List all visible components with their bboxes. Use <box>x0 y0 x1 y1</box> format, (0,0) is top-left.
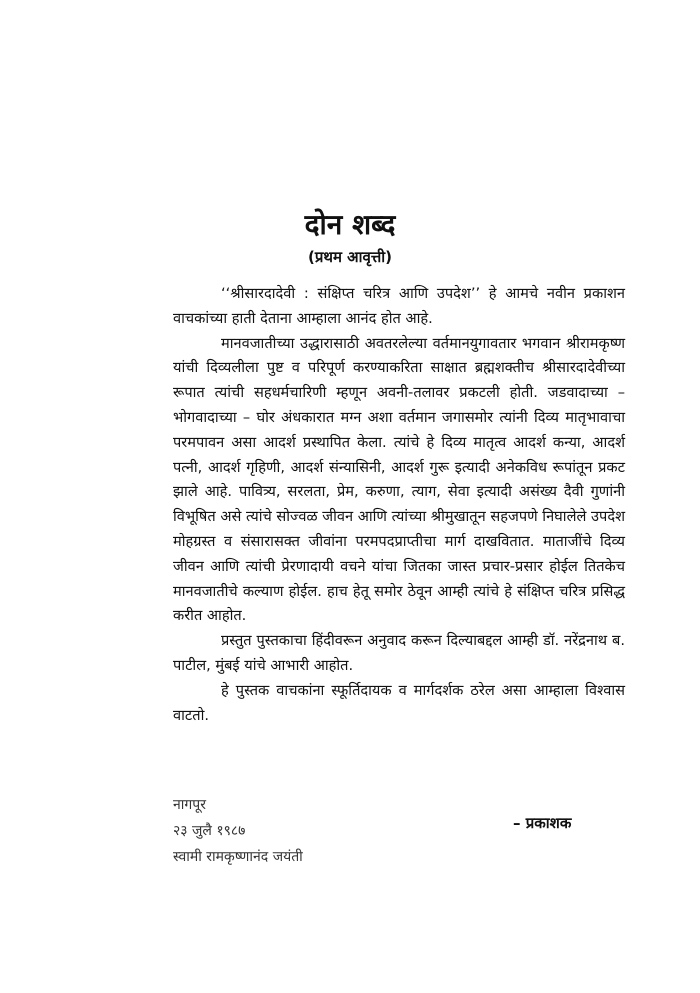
paragraph-intro: ‘‘श्रीसारदादेवी : संक्षिप्त चरित्र आणि उपदेश’’ हे आमचे नवीन प्रकाशन वाचकांच्या हाती देताना आम्हाला आनंद होत आहे. <box>173 285 625 327</box>
publisher-signature: – प्रकाशक <box>513 814 572 832</box>
preface-body <box>173 282 625 728</box>
paragraph-closing: हे पुस्तक वाचकांना स्फूर्तिदायक व मार्गदर्शक ठरेल असा आम्हाला विश्वास वाटतो. <box>173 681 625 724</box>
edition-subtitle: (प्रथम आवृत्ती) <box>308 248 392 266</box>
footer-occasion: स्वामी रामकृष्णानंद जयंती <box>173 849 303 865</box>
paragraph-acknowledgement: प्रस्तुत पुस्तकाचा हिंदीवरून अनुवाद करून दिल्याबद्दल आम्ही डॉ. नरेंद्रनाथ ब. पाटील, मुंबई यांचे आभारी आहोत. <box>173 632 625 674</box>
paragraph-main: मानवजातीच्या उद्धारासाठी अवतरलेल्या वर्तमानयुगावतार भगवान श्रीरामकृष्ण यांची दिव्यलीला पुष्ट व परिपूर्ण करण्याकरिता साक्षात ब्रह्मशक्तीच श्रीसारदादेवीच्या रूपात त्यांची सहधर्मचारिणी म्हणून अवनी-तलावर प्रकटली होती. जडवादाच्या – भोगवादाच्या – घोर अंधकारात मग्न अशा वर्तमान जगासमोर त्यांनी दिव्य मातृभावाचा परमपावन असा आदर्श प्रस्थापित केला. त्यांचे हे दिव्य मातृत्व आदर्श कन्या, आदर्श पत्नी, आदर्श गृहिणी, आदर्श संन्यासिनी, आदर्श गुरू इत्यादी अनेकविध रूपांतून प्रकट झाले आहे. पावित्र्य, सरलता, प्रेम, करुणा, त्याग, सेवा इत्यादी असंख्य दैवी गुणांनी विभूषित असे त्यांचे सोज्वळ जीवन आणि त्यांच्या श्रीमुखातून सहजपणे निघालेले उपदेश मोहग्रस्त व संसारासक्त जीवांना परमपदप्राप्तीचा मार्ग दाखवितात. माताजींचे दिव्य जीवन आणि त्यांची प्रेरणादायी वचने यांचा जितका जास्त प्रचार-प्रसार होईल तितकेच मानवजातीचे कल्याण होईल. हाच हेतू समोर ठेवून आम्ही त्यांचे हे संक्षिप्त चरित्र प्रसिद्ध करीत आहोत. <box>173 334 625 625</box>
page-title: दोन शब्द <box>304 208 396 241</box>
footer-date: २३ जुलै १९८७ <box>173 823 246 839</box>
footer-place: नागपूर <box>173 797 206 813</box>
